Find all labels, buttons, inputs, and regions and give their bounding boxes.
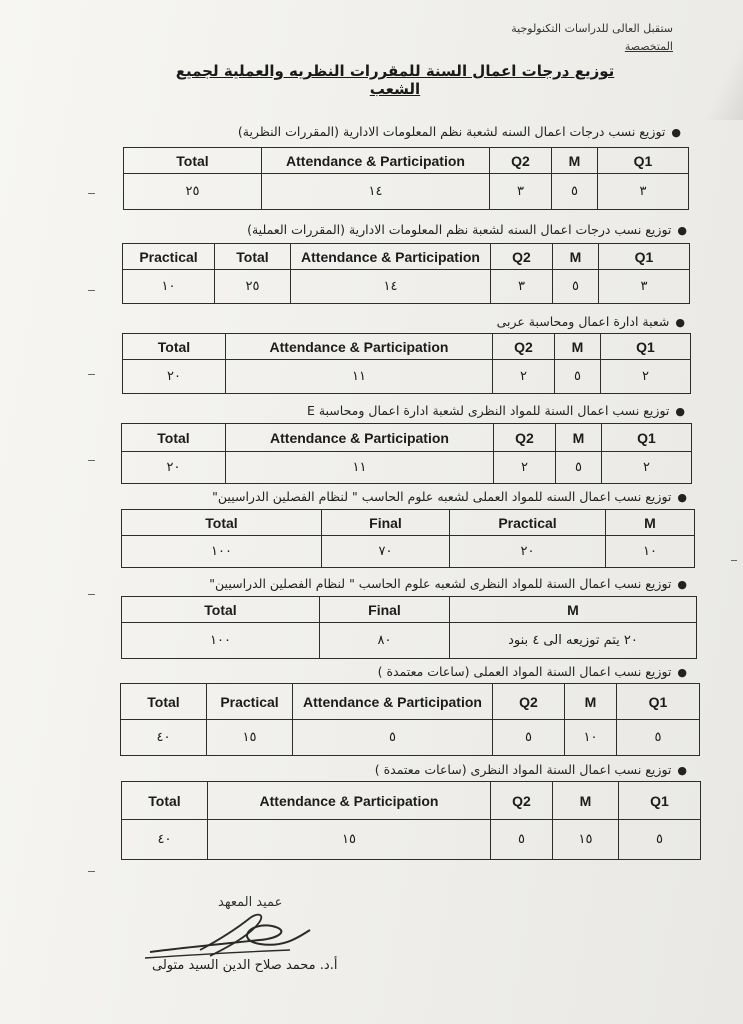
table-header-cell: Total <box>124 148 262 174</box>
table-value-cell: ٥ <box>556 452 602 484</box>
table-header-cell: Total <box>122 510 322 536</box>
table-value-cell: ٢ <box>601 360 691 394</box>
table-header-cell: Q1 <box>599 244 690 270</box>
table-value-cell: ٢٠ <box>450 536 606 568</box>
table-header-cell: Q2 <box>490 148 552 174</box>
section-5-table <box>121 509 695 568</box>
margin-mark <box>88 871 95 872</box>
table-value-cell: ١٥ <box>208 820 491 860</box>
table-header-cell: Attendance & Participation <box>226 334 493 360</box>
margin-mark <box>731 560 737 561</box>
table-header-cell: Attendance & Participation <box>208 782 491 820</box>
table-value-cell: ٥ <box>617 720 700 756</box>
table-value-cell: ١٠٠ <box>122 536 322 568</box>
section-3-caption <box>497 314 685 329</box>
table-header-cell: M <box>552 148 598 174</box>
table-value-cell: ٥ <box>552 174 598 210</box>
table-value-cell: ٣ <box>598 174 689 210</box>
table-value-cell: ٤٠ <box>121 720 207 756</box>
table-value-cell: ٧٠ <box>322 536 450 568</box>
table-header-cell: Total <box>122 424 226 452</box>
table-header-cell: M <box>450 597 697 623</box>
table-header-cell: Attendance & Participation <box>226 424 494 452</box>
table-value-cell: ١٥ <box>207 720 293 756</box>
section-6-caption-text: توزيع نسب اعمال السنة للمواد النظرى لشعبه علوم الحاسب " لنظام الفصلين الدراسيين" <box>209 576 672 591</box>
margin-mark <box>88 193 95 194</box>
table-header-cell: M <box>553 244 599 270</box>
section-1-caption-text: توزيع نسب درجات اعمال السنه لشعبة نظم المعلومات الادارية (المقررات النظرية) <box>237 124 666 139</box>
section-4-caption-text: توزيع نسب اعمال السنة للمواد النظرى لشعبة ادارة اعمال ومحاسبة E <box>306 403 670 418</box>
table-header-cell: Final <box>322 510 450 536</box>
table-value-cell: ٥ <box>493 720 565 756</box>
table-header-cell: M <box>565 684 617 720</box>
table-value-cell: ٣ <box>490 174 552 210</box>
table-header-cell: M <box>556 424 602 452</box>
page-fold-shadow <box>703 0 743 120</box>
table-header-cell: Attendance & Participation <box>262 148 490 174</box>
table-header-cell: Q1 <box>598 148 689 174</box>
section-8-caption-text: توزيع نسب اعمال السنة المواد النظرى (ساعات معتمدة ) <box>374 762 672 777</box>
signer-name: أ.د. محمد صلاح الدين السيد متولى <box>152 958 338 973</box>
table-header-cell: Q1 <box>617 684 700 720</box>
table-header-cell: Total <box>123 334 226 360</box>
table-header-cell: Total <box>122 597 320 623</box>
table-value-cell: ٢ <box>602 452 692 484</box>
table-header-cell: Q1 <box>619 782 701 820</box>
bullet-icon: ● <box>677 764 687 777</box>
table-value-cell: ٢٠ <box>123 360 226 394</box>
section-7-table <box>120 683 700 756</box>
table-value-cell: ١٠ <box>606 536 695 568</box>
table-value-cell: ٢ <box>494 452 556 484</box>
table-value-cell: ١٠ <box>565 720 617 756</box>
table-header-cell: Q1 <box>601 334 691 360</box>
table-value-cell: ١١ <box>226 360 493 394</box>
table-value-cell: ١٠ <box>123 270 215 304</box>
bullet-icon: ● <box>677 578 687 591</box>
table-value-cell: ١١ <box>226 452 494 484</box>
table-value-cell: ٢٥ <box>215 270 291 304</box>
table-value-cell: ١٤ <box>291 270 491 304</box>
table-value-cell: ١٥ <box>553 820 619 860</box>
table-header-cell: Total <box>122 782 208 820</box>
signature-title: عميد المعهد <box>218 895 283 910</box>
bullet-icon: ● <box>677 666 687 679</box>
section-5-caption-text: توزيع نسب اعمال السنه للمواد العملى لشعبه علوم الحاسب " لنظام الفصلين الدراسيين" <box>212 489 672 504</box>
table-value-cell: ٥ <box>555 360 601 394</box>
bullet-icon: ● <box>677 491 687 504</box>
section-7-caption <box>378 664 687 679</box>
document-title: توزيع درجات اعمال السنة للمقررات النظريه والعملية لجميع الشعب <box>175 62 615 98</box>
table-value-cell: ٢ <box>493 360 555 394</box>
table-header-cell: M <box>555 334 601 360</box>
table-header-cell: Q2 <box>491 782 553 820</box>
table-header-cell: Attendance & Participation <box>293 684 493 720</box>
table-header-cell: Q2 <box>491 244 553 270</box>
margin-mark <box>88 290 95 291</box>
table-header-cell: Total <box>215 244 291 270</box>
institute-line-2: المتخصصة <box>624 40 673 53</box>
table-header-cell: Final <box>320 597 450 623</box>
table-value-cell: ٣ <box>491 270 553 304</box>
section-4-caption <box>307 403 685 418</box>
table-header-cell: M <box>606 510 695 536</box>
table-value-cell: ٥ <box>293 720 493 756</box>
section-1-caption <box>238 124 681 139</box>
table-header-cell: Total <box>121 684 207 720</box>
section-3-caption-text: شعبة ادارة اعمال ومحاسبة عربى <box>496 314 670 329</box>
table-value-cell: ٢٠ <box>122 452 226 484</box>
section-2-caption <box>247 222 687 237</box>
table-header-cell: Practical <box>207 684 293 720</box>
bullet-icon: ● <box>675 405 685 418</box>
section-2-caption-text: توزيع نسب درجات اعمال السنه لشعبة نظم المعلومات الادارية (المقررات العملية) <box>247 222 672 237</box>
margin-mark <box>88 460 95 461</box>
table-header-cell: Attendance & Participation <box>291 244 491 270</box>
table-header-cell: Q1 <box>602 424 692 452</box>
table-header-cell: M <box>553 782 619 820</box>
table-header-cell: Practical <box>123 244 215 270</box>
table-value-cell: ١٠٠ <box>122 623 320 659</box>
margin-mark <box>88 594 95 595</box>
bullet-icon: ● <box>675 316 685 329</box>
table-value-cell: ٥ <box>553 270 599 304</box>
table-header-cell: Q2 <box>493 684 565 720</box>
table-value-cell: ٥ <box>491 820 553 860</box>
section-2-table <box>122 243 690 304</box>
section-5-caption <box>212 489 687 504</box>
table-value-cell: ٨٠ <box>320 623 450 659</box>
table-header-cell: Q2 <box>493 334 555 360</box>
margin-mark <box>88 374 95 375</box>
bullet-icon: ● <box>671 126 681 139</box>
section-3-table <box>122 333 691 394</box>
table-value-cell: ٥ <box>619 820 701 860</box>
table-header-cell: Practical <box>450 510 606 536</box>
section-8-caption <box>375 762 687 777</box>
institute-line-1: ستقبل العالى للدراسات التكنولوجية <box>511 22 673 35</box>
table-value-cell: ٤٠ <box>122 820 208 860</box>
bullet-icon: ● <box>677 224 687 237</box>
table-value-cell: ٢٥ <box>124 174 262 210</box>
section-6-caption <box>209 576 687 591</box>
table-value-cell: ٣ <box>599 270 690 304</box>
table-header-cell: Q2 <box>494 424 556 452</box>
table-value-cell: ٢٠ يتم توزيعه الى ٤ بنود <box>450 623 697 659</box>
section-6-table <box>121 596 697 659</box>
institute-header <box>511 20 673 56</box>
section-1-table <box>123 147 689 210</box>
table-value-cell: ١٤ <box>262 174 490 210</box>
section-7-caption-text: توزيع نسب اعمال السنة المواد العملى (ساعات معتمدة ) <box>377 664 672 679</box>
section-4-table <box>121 423 692 484</box>
section-8-table <box>121 781 701 860</box>
